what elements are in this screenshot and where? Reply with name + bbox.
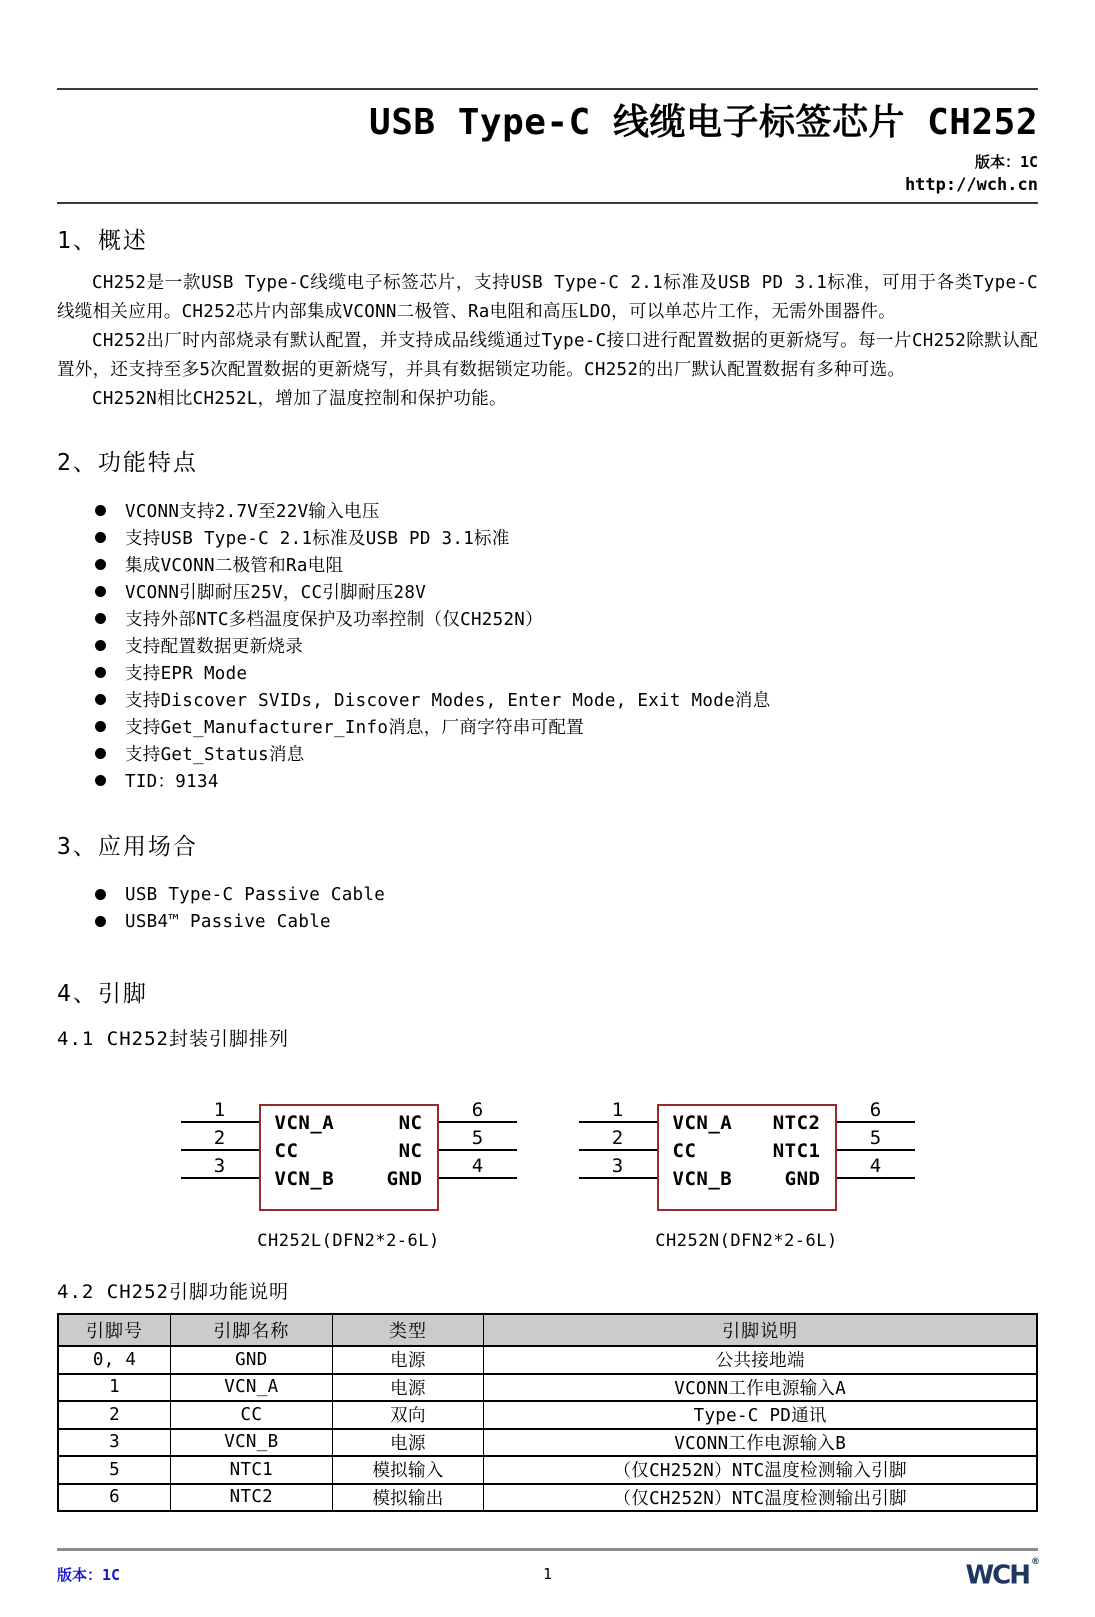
cell-pin-desc: VCONN工作电源输入A [484,1374,1037,1402]
pin-lead: 3 [181,1151,259,1179]
feature-item [95,767,1038,794]
pin-lead: 5 [439,1123,517,1151]
feature-text: 支持配置数据更新烧录 [125,637,303,657]
pin-line [579,1177,657,1179]
cell-pin-number: 1 [58,1374,171,1402]
pin-label: NC [398,1140,423,1162]
application-item [95,908,1038,935]
right-pins [439,1083,517,1179]
feature-text: 支持USB Type-C 2.1标准及USB PD 3.1标准 [125,529,510,549]
pin-label: CC [274,1140,299,1162]
feature-item [95,605,1038,632]
application-item [95,881,1038,908]
table-row [58,1374,1037,1402]
pin-label: GND [784,1168,821,1190]
pin-table-heading: 4.2 CH252引脚功能说明 [57,1281,289,1303]
overview-paragraph: CH252N相比CH252L，增加了温度控制和保护功能。 [92,389,507,409]
pin-lead: 1 [181,1095,259,1123]
pin-lead: 2 [181,1123,259,1151]
diagram-caption: CH252L(DFN2*2-6L) [257,1231,440,1251]
feature-text: 支持Get_Status消息 [125,745,305,765]
pin-line [439,1177,517,1179]
bullet-icon [95,694,106,705]
table-row [58,1346,1037,1374]
application-text: USB4™ Passive Cable [125,911,331,932]
pin-label: NTC2 [772,1112,821,1134]
cell-pin-number: 0, 4 [58,1346,171,1374]
cell-pin-desc: Type-C PD通讯 [484,1401,1037,1429]
applications-list [57,881,1038,935]
table-row [58,1429,1037,1457]
application-text: USB Type-C Passive Cable [125,884,386,905]
overview-paragraph: CH252出厂时内部烧录有默认配置，并支持成品线缆通过Type-C接口进行配置数据的更新烧写。每一片CH252除默认配置外，还支持至多5次配置数据的更新烧写，并具有数据锁定功能。CH252的出厂默认配置数据有多种可选。 [57,331,1038,380]
cell-pin-desc: 公共接地端 [484,1346,1037,1374]
col-header-pin-number: 引脚号 [58,1314,171,1346]
pin-lead: 5 [837,1123,915,1151]
pin-label: GND [386,1168,423,1190]
footer-version: 版本：1C [57,1565,121,1584]
overview-paragraph: CH252是一款USB Type-C线缆电子标签芯片，支持USB Type-C 2.1标准及USB PD 3.1标准，可用于各类Type-C线缆相关应用。CH252芯片内部集成VCONN二极管、Ra电阻和高压LDO，可以单芯片工作，无需外围器件。 [57,273,1038,322]
col-header-pin-type: 类型 [332,1314,484,1346]
left-pins [181,1083,259,1179]
registered-mark-icon: ® [1031,1557,1040,1568]
cell-pin-name: VCN_B [171,1429,333,1457]
feature-item [95,524,1038,551]
feature-text: 支持Discover SVIDs, Discover Modes, Enter Mode, Exit Mode消息 [125,691,771,711]
col-header-pin-desc: 引脚说明 [484,1314,1037,1346]
wch-logo [965,1559,1038,1589]
cell-pin-desc: （仅CH252N）NTC温度检测输入引脚 [484,1456,1037,1484]
bullet-icon [95,586,106,597]
section-features-heading: 2、功能特点 [57,450,198,476]
chip-body [657,1104,837,1211]
pin-label: CC [672,1140,697,1162]
pin-layout-heading: 4.1 CH252封装引脚排列 [57,1028,289,1050]
cell-pin-number: 6 [58,1484,171,1512]
diagram-caption: CH252N(DFN2*2-6L) [655,1231,838,1251]
overview-paragraphs [57,269,1038,414]
header-top-rule [57,88,1038,90]
cell-pin-type: 双向 [332,1401,484,1429]
feature-item [95,686,1038,713]
bullet-icon [95,505,106,516]
pin-function-table [57,1313,1038,1512]
feature-item [95,632,1038,659]
cell-pin-name: NTC2 [171,1484,333,1512]
website-link[interactable]: http://wch.cn [904,175,1038,195]
feature-text: VCONN引脚耐压25V，CC引脚耐压28V [125,583,427,603]
feature-item [95,659,1038,686]
section-overview-heading: 1、概述 [57,228,148,254]
bullet-icon [95,559,106,570]
cell-pin-name: VCN_A [171,1374,333,1402]
pinout-diagram-ch252l [181,1083,517,1251]
features-list [57,497,1038,794]
feature-item [95,713,1038,740]
feature-item [95,740,1038,767]
bullet-icon [95,889,106,900]
col-header-pin-name: 引脚名称 [171,1314,333,1346]
header-bottom-rule [57,202,1038,204]
table-row [58,1401,1037,1429]
feature-text: 支持Get_Manufacturer_Info消息，厂商字符串可配置 [125,718,584,738]
pinout-diagram-ch252n [579,1083,915,1251]
bullet-icon [95,532,106,543]
bullet-icon [95,775,106,786]
right-pins [837,1083,915,1179]
pin-label: VCN_B [672,1168,733,1190]
section-pins-heading: 4、引脚 [57,981,148,1007]
feature-item [95,497,1038,524]
bullet-icon [95,748,106,759]
pin-label: NTC1 [772,1140,821,1162]
bullet-icon [95,916,106,927]
pin-line [181,1177,259,1179]
pin-lead: 6 [837,1095,915,1123]
cell-pin-number: 5 [58,1456,171,1484]
feature-text: TID：9134 [125,772,219,792]
feature-text: 支持EPR Mode [125,664,248,684]
pin-lead: 6 [439,1095,517,1123]
chip-body [259,1104,439,1211]
page-number: 1 [542,1565,553,1583]
pin-lead: 1 [579,1095,657,1123]
cell-pin-name: CC [171,1401,333,1429]
section-applications-heading: 3、应用场合 [57,834,198,860]
wch-logo-text: WCH [965,1560,1029,1591]
cell-pin-type: 电源 [332,1346,484,1374]
pin-label: VCN_A [672,1112,733,1134]
pin-lead: 4 [439,1151,517,1179]
cell-pin-desc: VCONN工作电源输入B [484,1429,1037,1457]
pin-lead: 3 [579,1151,657,1179]
table-row [58,1456,1037,1484]
cell-pin-desc: （仅CH252N）NTC温度检测输出引脚 [484,1484,1037,1512]
cell-pin-type: 电源 [332,1429,484,1457]
cell-pin-number: 3 [58,1429,171,1457]
pin-label: VCN_B [274,1168,335,1190]
pin-line [837,1177,915,1179]
doc-version: 版本：1C [974,153,1038,171]
cell-pin-number: 2 [58,1401,171,1429]
cell-pin-name: NTC1 [171,1456,333,1484]
feature-text: VCONN支持2.7V至22V输入电压 [125,502,380,522]
bullet-icon [95,640,106,651]
bullet-icon [95,667,106,678]
feature-item [95,578,1038,605]
cell-pin-name: GND [171,1346,333,1374]
left-pins [579,1083,657,1179]
pin-lead: 4 [837,1151,915,1179]
pin-label: VCN_A [274,1112,335,1134]
pinout-diagrams [57,1083,1038,1251]
table-header-row [58,1314,1037,1346]
feature-text: 集成VCONN二极管和Ra电阻 [125,556,344,576]
table-row [58,1484,1037,1512]
cell-pin-type: 模拟输出 [332,1484,484,1512]
pin-lead: 2 [579,1123,657,1151]
pin-label: NC [398,1112,423,1134]
doc-title: USB Type-C 线缆电子标签芯片 CH252 [369,102,1038,143]
cell-pin-type: 模拟输入 [332,1456,484,1484]
bullet-icon [95,721,106,732]
feature-item [95,551,1038,578]
footer-rule [57,1548,1038,1551]
page-footer [57,1548,1040,1591]
feature-text: 支持外部NTC多档温度保护及功率控制（仅CH252N） [125,610,543,630]
cell-pin-type: 电源 [332,1374,484,1402]
bullet-icon [95,613,106,624]
